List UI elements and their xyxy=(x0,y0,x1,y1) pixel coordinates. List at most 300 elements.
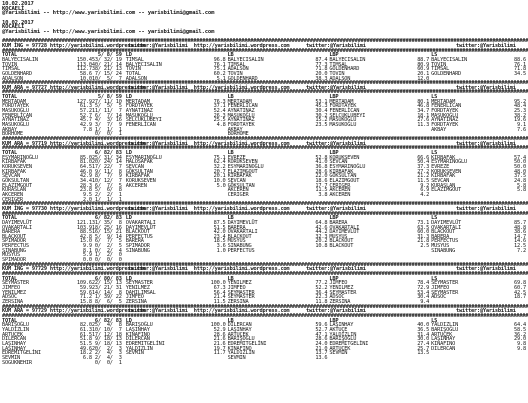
table-cell: 30.4 xyxy=(417,294,430,301)
table-cell: ADSOC xyxy=(2,294,17,301)
table-cell: 34.7 xyxy=(417,108,430,115)
race-links: twitter:@Yarisbilimi http://yarisbilimi.wordpress.com xyxy=(128,84,290,91)
table-cell: 23.4 xyxy=(213,233,226,240)
race-twitter: twitter:@Yarisbilimi xyxy=(456,42,516,49)
table-cell: TOVIN xyxy=(2,61,17,68)
column-header: 6/ 82/ 83 xyxy=(94,215,122,222)
table-cell xyxy=(126,361,196,366)
table-cell: 48.0 xyxy=(514,168,526,175)
table-cell: YALDIZLIN xyxy=(2,326,29,333)
race-twitter: twitter:@Yarisbilimi xyxy=(456,205,516,212)
table-cell: 88.6 xyxy=(514,56,526,63)
table-cell: 20.7 xyxy=(213,168,226,175)
column-header: LBP xyxy=(329,94,339,101)
table-cell: 71.8 xyxy=(315,66,328,73)
table-cell: 5/ 5/ 5 xyxy=(94,103,122,110)
table-cell: 76.3 xyxy=(213,98,226,105)
table-cell: 18.2 xyxy=(79,350,92,357)
column-header: LBP xyxy=(329,275,339,282)
race-info: KUM İNG = 97728 http://yarisbilimi.wordpress.com xyxy=(2,42,146,49)
table-cell: OVAKARTALI xyxy=(431,224,462,231)
table-cell: 64.8 xyxy=(315,219,328,226)
table-cell: 51.8 xyxy=(79,336,92,343)
separator-line: ################################################################################################################################################################################ xyxy=(2,271,528,278)
table-cell: 0/ 2/ 5 xyxy=(94,243,122,250)
table-cell: 51.5 xyxy=(213,224,226,231)
table-cell: YENILMEZ xyxy=(125,285,150,292)
table-cell: 8/ 6/ 5 xyxy=(94,299,122,305)
table-cell: EDREMITGELİNI xyxy=(2,350,41,357)
table-cell: 150.4 xyxy=(76,56,92,63)
table-cell: 32.2 xyxy=(213,163,226,170)
table-cell: FENERLİCAN xyxy=(329,108,360,115)
table-cell: CERIGER xyxy=(227,191,249,198)
table-cell: 25.5 xyxy=(213,117,226,124)
table-cell: MERTADAM xyxy=(125,98,150,105)
table-cell: OVAKARTALI xyxy=(329,224,360,231)
table-cell: 41.0 xyxy=(315,159,328,166)
table-cell: DAYIMEVLÜT xyxy=(329,229,360,236)
table-cell: 18.5 xyxy=(213,238,226,245)
table-cell: 34.5 xyxy=(514,70,526,77)
table-cell: FORDTAYEK xyxy=(431,108,459,115)
table-cell: 42.6 xyxy=(315,224,328,231)
table-cell: TOVIN xyxy=(125,66,141,73)
table-cell: 4/ 3/ 16 xyxy=(94,117,122,124)
table-cell: BARERA xyxy=(2,229,20,236)
table-cell: CERIGER xyxy=(329,182,351,189)
table-cell: GÖKSULTAN xyxy=(227,182,255,189)
table-cell: 11/ 11/ 7 xyxy=(91,108,122,115)
table-cell: 15.8 xyxy=(79,299,92,305)
table-cell: 44.2 xyxy=(315,229,328,236)
column-header: LBP xyxy=(329,150,339,156)
column-header: LD xyxy=(125,275,132,282)
table-cell: MUSYUS xyxy=(2,252,20,259)
table-cell: KURASLAN xyxy=(2,187,26,194)
table-cell: 53.1 xyxy=(315,98,328,105)
column-header: TOTAL xyxy=(2,52,17,59)
table-cell: SEVMIN xyxy=(2,354,20,361)
table-cell: BLACKOUT xyxy=(2,233,26,240)
table-cell: AYNATINAZ xyxy=(125,108,153,115)
table-cell: 10.0 xyxy=(79,75,92,82)
race-links: twitter:@Yarisbilimi http://yarisbilimi.wordpress.com xyxy=(128,42,290,49)
column-header: TOTAL xyxy=(2,275,17,282)
table-cell: 13.6 xyxy=(315,354,328,361)
table-cell: 57.4 xyxy=(514,154,526,161)
table-cell: ADSOC xyxy=(431,294,447,301)
race-block xyxy=(2,39,526,81)
table-cell: FORDTAYEK xyxy=(431,122,459,129)
table-cell: GÖKSULTAN xyxy=(2,177,29,184)
table-cell: LAŞINHAY xyxy=(329,322,354,329)
table-cell: TOTAL xyxy=(125,70,141,77)
table-cell: TIMSAL xyxy=(329,61,348,68)
race-links: twitter:@Yarisbilimi http://yarisbilimi.wordpress.com xyxy=(128,140,290,147)
table-cell: MASUKOĞLU xyxy=(431,112,459,119)
column-header: 5/ 8/ 59 xyxy=(97,94,122,101)
race-info: KUM ARA = 97719 http://yarisbilimi.wordpress.com xyxy=(2,140,146,147)
table-cell: 42.0 xyxy=(213,229,226,236)
table-cell: EVREZE xyxy=(227,154,246,161)
table-cell: 9.4 xyxy=(420,299,430,305)
table-cell: 20.1 xyxy=(213,173,226,180)
column-header: LBP xyxy=(329,52,339,59)
table-cell: 113.0 xyxy=(76,61,92,68)
table-cell: 56.4 xyxy=(213,289,226,296)
table-cell: SPIMADOR xyxy=(2,257,26,264)
table-cell: ARTUÇEK xyxy=(431,331,453,338)
column-header: LS xyxy=(431,150,438,156)
table-cell: BARIŞOĞLU xyxy=(431,326,459,333)
race-links: twitter:@Yarisbilimi http://yarisbilimi.wordpress.com xyxy=(128,205,290,212)
table-cell: 9/ 18/ 13 xyxy=(94,340,122,347)
table-cell: 14.7 xyxy=(514,233,526,240)
table-cell: ELAZIMGOUT xyxy=(227,168,258,175)
table-cell: MUSYUS xyxy=(431,243,450,250)
table-cell: 23.8 xyxy=(79,187,92,194)
table-cell: 5.0 xyxy=(216,182,226,189)
column-header: LS xyxy=(431,52,438,59)
table-cell: DILERCAN xyxy=(431,345,456,352)
table-cell: 42.8 xyxy=(79,233,92,240)
table-cell: ADSOC xyxy=(329,294,345,301)
table-cell: 18.1 xyxy=(417,112,430,119)
table-cell: 75.1 xyxy=(213,154,226,161)
table-cell: JIMFEO xyxy=(227,285,246,292)
table-cell: MUSYUS xyxy=(329,233,348,240)
column-header: LD xyxy=(125,52,132,59)
table-cell: 88.5 xyxy=(79,229,92,236)
table-cell: 10/ 10/ 7 xyxy=(91,326,122,333)
table-cell: 21.4 xyxy=(213,294,226,301)
table-cell: 9.8 xyxy=(517,340,526,347)
table-cell: KORUKSEVEN xyxy=(227,159,258,166)
table-cell: SELCUKLUBEYI xyxy=(125,117,162,124)
table-cell: GOLDENHARD xyxy=(431,70,462,77)
table-cell: 32.3 xyxy=(315,233,328,240)
column-header: TOTAL xyxy=(2,94,17,101)
table-cell: KINAFINO xyxy=(227,345,252,352)
race-block xyxy=(2,137,526,202)
table-cell: 48.8 xyxy=(514,224,526,231)
table-cell: 9.2 xyxy=(420,182,430,189)
table-cell: GOLDENHARD xyxy=(227,75,258,82)
table-cell: 60.7 xyxy=(514,285,526,292)
table-cell: DAYIMEVLÜT xyxy=(125,224,156,231)
table-cell: ESYMARINOĞLU xyxy=(431,159,468,166)
table-cell: 20/ 2/ 3 xyxy=(91,345,122,352)
table-cell: 77.2 xyxy=(315,280,328,287)
table-cell: 60.0 xyxy=(417,229,430,236)
table-cell: SEVCAN xyxy=(2,173,20,180)
table-cell: 20.2 xyxy=(315,238,328,245)
table-cell: MASUKOĞLU xyxy=(329,122,357,129)
table-cell: SPIMADOR xyxy=(125,243,150,250)
table-cell: 7.8 xyxy=(82,126,92,133)
credit-line: @Yarisbilimi -- http://www.yarisbilimi.com -- yarisbilimi@gmail.com xyxy=(2,10,215,17)
table-cell: ESYMARINOĞLU xyxy=(2,154,38,161)
table-cell: JIMFEO xyxy=(2,285,20,292)
table-cell: 19.6 xyxy=(514,117,526,124)
table-cell: KINAFINO xyxy=(431,340,456,347)
column-header: 5/ 8/ 59 xyxy=(97,52,122,59)
table-cell: AKBAY xyxy=(227,126,243,133)
column-header: LS xyxy=(431,215,438,222)
table-cell xyxy=(228,361,298,366)
separator-line: ################################################################################################################################################################################ xyxy=(2,145,528,152)
table-cell: BARERA xyxy=(227,224,246,231)
table-cell: 57.2 xyxy=(79,108,92,115)
table-cell: BALYECISALIN xyxy=(125,61,162,68)
table-cell: PERFECTUS xyxy=(431,238,459,245)
table-cell: 63.5 xyxy=(417,224,430,231)
table-cell: SEVCAN xyxy=(125,163,144,170)
table-cell: DILERCAN xyxy=(2,336,26,343)
table-cell: BALYECISALIN xyxy=(431,56,468,63)
table-cell: GOLDENHARD xyxy=(2,70,32,77)
table-cell: KIRBAFAK xyxy=(227,173,252,180)
table-cell: SEVMIN xyxy=(227,354,246,361)
table-cell: 1/ 39/ 22 xyxy=(94,294,122,301)
table-cell: AKCEREN xyxy=(227,187,249,194)
table-cell: ADALSON xyxy=(2,75,23,82)
table-cell: 50.0 xyxy=(514,163,526,170)
table-cell: ADALSON xyxy=(125,75,147,82)
table-cell: 8.1 xyxy=(82,247,92,254)
separator-line: ################################################################################################################################################################################ xyxy=(2,303,528,310)
race-block xyxy=(2,263,526,305)
table-cell: 10/ 5/ 7 xyxy=(91,75,122,82)
table-cell: ARTUÇEK xyxy=(2,331,23,338)
race-twitter: twitter:@Yarisbilimi xyxy=(456,266,516,273)
table-cell: BALYECISALIN xyxy=(329,56,366,63)
table-cell: FORDTAYEK xyxy=(2,103,29,110)
table-cell: 71.2 xyxy=(79,294,92,301)
table-cell: 3.6 xyxy=(216,243,226,250)
table-cell: 17/ 22/ 7 xyxy=(91,163,122,170)
table-cell: 77.3 xyxy=(315,61,328,68)
table-cell: SPIMADOR xyxy=(2,238,26,245)
table-cell: 21.6 xyxy=(213,340,226,347)
table-cell: AYNATINAZ xyxy=(227,108,255,115)
table-cell: 76.1 xyxy=(514,61,526,68)
table-cell: 52.4 xyxy=(213,108,226,115)
table-cell: 13.7 xyxy=(315,350,328,357)
table-cell: 61.5 xyxy=(79,331,92,338)
table-cell: KURASLAN xyxy=(431,182,456,189)
table-cell: SINABUNG xyxy=(227,243,252,250)
table-cell: 109.6 xyxy=(76,280,92,287)
table-cell: 12.5 xyxy=(514,243,526,250)
table-cell: DAYIMEVLÜT xyxy=(2,219,32,226)
table-cell: BLACKOUT xyxy=(125,229,150,236)
table-cell: AYNATINAZ xyxy=(227,117,255,124)
table-cell: 81.0 xyxy=(79,159,92,166)
table-cell: 22.0 xyxy=(315,173,328,180)
table-cell: 24.0 xyxy=(315,340,328,347)
column-header: 6/ 82/ 83 xyxy=(94,317,122,324)
table-cell: YALDIZLIN xyxy=(431,322,459,329)
table-cell: 0/ 0/ 1 xyxy=(94,359,122,366)
table-cell: 21.6 xyxy=(213,336,226,343)
table-cell: 36.8 xyxy=(315,163,328,170)
table-cell: 2/ 2/ 1 xyxy=(94,191,122,198)
race-twitter: twitter:@Yarisbilimi xyxy=(456,308,516,315)
table-cell: BALYECISALIN xyxy=(2,56,38,63)
column-header: LBP xyxy=(329,215,339,222)
table-cell: 15.2 xyxy=(315,117,328,124)
date-line: 10.02.2017 xyxy=(2,1,34,7)
table-cell: 73.1 xyxy=(417,219,430,226)
table-cell: 53.4 xyxy=(417,289,430,296)
table-cell: 11.3 xyxy=(417,122,430,129)
table-cell: SEVMIN xyxy=(329,350,348,357)
table-cell: KIRBAFAK xyxy=(329,168,354,175)
race-site: twitter:@Yarisbilimi xyxy=(306,84,366,91)
table-cell: AYNATINAZ xyxy=(431,117,459,124)
table-cell: 9/ 11/ 8 xyxy=(94,168,122,175)
table-cell: DILERCAN xyxy=(227,322,252,329)
table-cell: FORDTAYEK xyxy=(329,103,357,110)
table-cell: SEYMASTER xyxy=(227,294,255,301)
table-cell: 20/ 24/ 14 xyxy=(91,159,122,166)
race-info: KUM ARA = 97727 http://yarisbilimi.wordpress.com xyxy=(2,84,146,91)
table-cell: 28.3 xyxy=(79,182,92,189)
date-line-2: 10.02.2017 xyxy=(2,19,34,26)
table-cell: 59.9 xyxy=(79,285,92,292)
table-cell: MASUKOĞLU xyxy=(125,112,153,119)
table-cell: BARIŞOĞLU xyxy=(227,336,255,343)
table-cell: 42.9 xyxy=(79,122,92,129)
table-cell: 52.8 xyxy=(315,154,328,161)
table-cell: SEVCAN xyxy=(431,177,450,184)
table-cell: 40.0 xyxy=(417,322,430,329)
race-block xyxy=(2,202,526,263)
separator-line: ################################################################################################################################################################################ xyxy=(2,47,528,54)
table-cell: 58.6 xyxy=(79,70,92,77)
table-cell: MERTADAM xyxy=(431,98,456,105)
table-cell: 52.7 xyxy=(79,112,92,119)
table-cell: ELAZIMGOUT xyxy=(2,182,32,189)
table-cell: 112.7 xyxy=(76,66,92,73)
table-cell: ARTUÇEK xyxy=(329,345,351,352)
table-cell: ADALSON xyxy=(227,66,249,73)
race-block xyxy=(2,305,526,366)
table-cell: 20.1 xyxy=(417,70,430,77)
table-cell: 121.1 xyxy=(76,219,92,226)
table-cell: YALDIZLIN xyxy=(329,331,357,338)
table-cell: BLACKOUT xyxy=(329,243,354,250)
table-cell: 11.5 xyxy=(213,299,226,305)
table-cell: 1/ 1/ 1 xyxy=(94,126,122,133)
table-cell: 5.8 xyxy=(517,187,526,194)
table-cell: 23.5 xyxy=(315,122,328,129)
table-cell: BARERA xyxy=(329,219,348,226)
table-cell: 34.4 xyxy=(79,177,92,184)
table-cell: LAŞINHAY xyxy=(431,336,456,343)
table-cell xyxy=(196,361,228,366)
table-cell: 100.0 xyxy=(210,280,226,287)
race-twitter: twitter:@Yarisbilimi xyxy=(456,84,516,91)
table-cell: 95.2 xyxy=(514,98,526,105)
table-cell: 9.8 xyxy=(517,345,526,352)
table-cell: 28.6 xyxy=(315,336,328,343)
table-cell: 8/ 7/ 9 xyxy=(94,173,122,180)
table-cell: TIMSAL xyxy=(431,66,450,73)
table-cell: AKBAY xyxy=(2,126,17,133)
city-line: KOCAELİ xyxy=(2,5,25,12)
credit-line-2: @Yarisbilimi -- http://www.yarisbilimi.com -- yarisbilimi@gmail.com xyxy=(2,28,215,35)
table-cell: AKCEREN xyxy=(2,191,23,198)
table-cell: 6.9 xyxy=(420,187,430,194)
table-cell: FENERLİCAN xyxy=(227,103,258,110)
table-cell: 25.7 xyxy=(417,345,430,352)
table-cell: FORDTAYEK xyxy=(227,122,255,129)
column-header: LB xyxy=(227,317,234,324)
table-cell: MERTADAM xyxy=(227,98,252,105)
table-cell: 78.4 xyxy=(417,280,430,287)
table-cell: 18.6 xyxy=(315,177,328,184)
table-cell: 21.0 xyxy=(315,345,328,352)
separator-line: ################################################################################################################################################################################ xyxy=(2,89,528,96)
table-cell: 9.1 xyxy=(517,122,526,129)
table-cell: SEYMASTER xyxy=(431,280,459,287)
table-cell: MERTADAM xyxy=(2,98,26,105)
table-cell: BARIŞOĞLU xyxy=(329,336,357,343)
race-stats-document xyxy=(2,2,526,401)
table-cell: SEVMIN xyxy=(125,350,144,357)
table-cell xyxy=(399,361,431,366)
table-cell: SEVCAN xyxy=(329,159,348,166)
table-cell: 47.1 xyxy=(315,331,328,338)
table-cell: PERFECTUS xyxy=(125,233,153,240)
table-cell: MASUKOĞLU xyxy=(2,108,29,115)
table-cell: 37.3 xyxy=(417,163,430,170)
table-cell: 49.6 xyxy=(79,345,92,352)
table-cell: GÖKSULTAN xyxy=(125,168,153,175)
table-cell: 27.4 xyxy=(417,340,430,347)
table-cell: 14/ 14/ 8 xyxy=(91,289,122,296)
table-cell: 64.5 xyxy=(79,163,92,170)
table-cell: ELAZIMGOUT xyxy=(329,177,360,184)
table-cell: 10/ 12/ 7 xyxy=(91,177,122,184)
table-cell: 61.3 xyxy=(79,326,92,333)
table-cell: FENERLİCAN xyxy=(2,112,32,119)
race-info: KUM İNG = 97730 http://yarisbilimi.wordpress.com xyxy=(2,205,146,212)
table-cell: 76.1 xyxy=(213,61,226,68)
column-header: TOTAL xyxy=(2,215,17,222)
table-cell: EDREMITGELİNI xyxy=(125,340,165,347)
table-cell: KORUKSEVEN xyxy=(2,163,32,170)
table-cell: LAŞINHAY xyxy=(2,345,26,352)
table-cell: 66.6 xyxy=(417,154,430,161)
table-cell xyxy=(501,361,526,366)
table-cell: 52.2 xyxy=(315,285,328,292)
table-cell: 60.2 xyxy=(213,70,226,77)
table-cell: FORDTAYEK xyxy=(125,103,153,110)
table-cell: KORUKSEVEN xyxy=(125,177,156,184)
table-cell: JIMFEO xyxy=(125,294,144,301)
table-row xyxy=(2,361,526,366)
table-cell: 30.2 xyxy=(315,112,328,119)
table-cell: MASUKOĞLU xyxy=(329,117,357,124)
table-cell: 10.0 xyxy=(213,177,226,184)
race-blocks xyxy=(2,39,526,365)
column-header: 6/ 82/ 83 xyxy=(94,150,122,156)
table-cell: DAYIMEVLÜT xyxy=(227,219,258,226)
